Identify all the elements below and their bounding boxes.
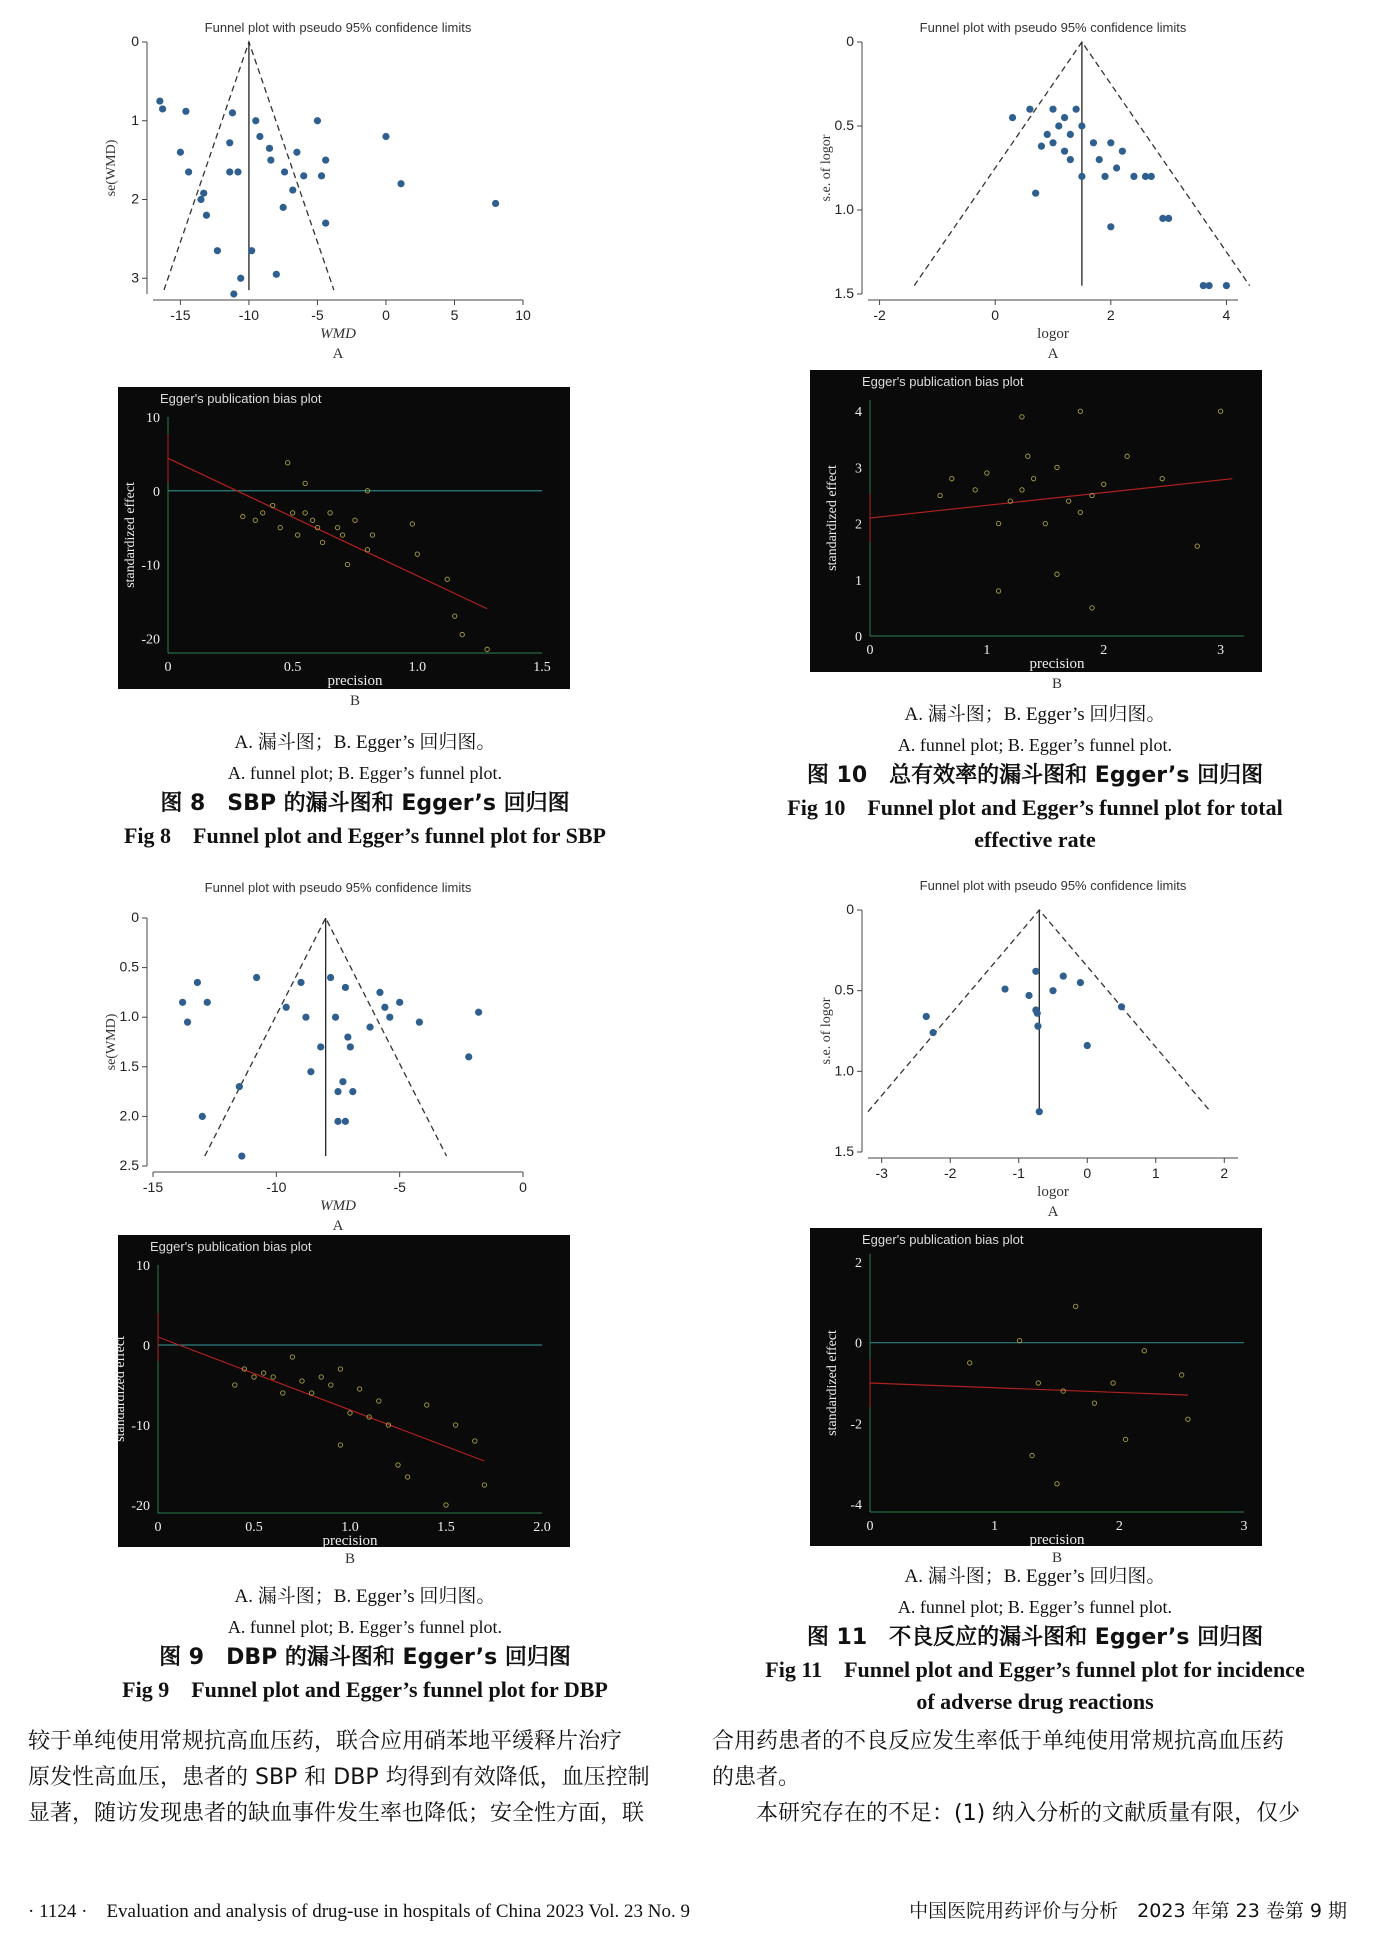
study-point — [1025, 992, 1032, 999]
fig8-caption — [40, 728, 690, 852]
study-point — [334, 1118, 341, 1125]
x-tick-label: 1.0 — [341, 1520, 359, 1535]
study-point — [1032, 968, 1039, 975]
fig11-caption — [710, 1562, 1360, 1718]
fig11-egger-plot — [810, 1228, 1262, 1566]
study-point — [318, 172, 325, 179]
x-tick-label: 0.5 — [283, 660, 302, 675]
fig10-title-en: Fig 10 Funnel plot and Egger’s funnel plot for total — [787, 795, 1283, 820]
panel-letter: A — [332, 346, 344, 362]
study-point — [177, 149, 184, 156]
x-axis-label: precision — [1029, 656, 1085, 672]
x-tick-label: 2 — [1106, 307, 1115, 323]
study-point — [1067, 156, 1074, 163]
fig11-sub-en: A. funnel plot; B. Egger’s funnel plot. — [897, 1597, 1173, 1617]
funnel-title: Funnel plot with pseudo 95% confidence limits — [919, 20, 1187, 35]
study-point — [226, 139, 233, 146]
study-point — [1055, 122, 1062, 129]
body-text-right — [712, 1724, 1362, 1832]
y-tick-label: 0 — [131, 909, 139, 925]
fig11-title-en-2: of adverse drug reactions — [916, 1689, 1154, 1714]
study-point — [1090, 139, 1097, 146]
study-point — [1101, 173, 1108, 180]
x-tick-label: -5 — [393, 1179, 406, 1195]
y-tick-label: 0 — [855, 630, 862, 645]
study-point — [1067, 131, 1074, 138]
fig10-egger-plot — [810, 370, 1262, 692]
x-tick-label: 3 — [1240, 1519, 1248, 1534]
study-point — [266, 145, 273, 152]
fig9-sub-en: A. funnel plot; B. Egger’s funnel plot. — [227, 1617, 503, 1637]
fig10-funnel-plot — [800, 10, 1280, 365]
egger-background — [810, 1228, 1262, 1546]
x-axis-label: precision — [322, 1533, 378, 1549]
x-axis-label: logor — [1037, 326, 1069, 342]
x-tick-label: 1 — [983, 643, 991, 658]
panel-letter: B — [349, 693, 361, 709]
x-tick-label: 0 — [991, 307, 1000, 323]
x-tick-label: 1 — [1151, 1165, 1160, 1181]
x-tick-label: 2 — [1220, 1165, 1229, 1181]
egger-title: Egger's publication bias plot — [862, 374, 1024, 389]
study-point — [283, 1004, 290, 1011]
y-tick-label: 0 — [846, 901, 854, 917]
body-line: 本研究存在的不足：(1) 纳入分析的文献质量有限，仅少 — [712, 1801, 1301, 1826]
study-point — [344, 1033, 351, 1040]
study-point — [322, 157, 329, 164]
y-tick-label: 1.0 — [119, 1008, 139, 1025]
study-point — [1036, 1108, 1043, 1115]
study-point — [253, 974, 260, 981]
fig8-egger-plot — [118, 387, 570, 709]
x-axis-label: precision — [1029, 1532, 1085, 1548]
x-tick-label: 2 — [1115, 1519, 1123, 1534]
study-point — [226, 168, 233, 175]
study-point — [342, 984, 349, 991]
y-tick-label: 10 — [146, 411, 160, 426]
egger-title: Egger's publication bias plot — [150, 1239, 312, 1254]
study-point — [280, 204, 287, 211]
study-point — [156, 97, 163, 104]
study-point — [416, 1019, 423, 1026]
fig11-title-en: Fig 11 Funnel plot and Egger’s funnel plot for incidence — [765, 1657, 1305, 1682]
footer-right: 中国医院用药评价与分析 2023 年第 23 卷第 9 期 — [909, 1900, 1347, 1922]
x-tick-label: 3 — [1217, 643, 1225, 658]
study-point — [1032, 190, 1039, 197]
study-point — [248, 247, 255, 254]
study-point — [302, 1014, 309, 1021]
x-tick-label: 1 — [991, 1519, 999, 1534]
fig10-caption — [710, 700, 1360, 856]
body-line: 较于单纯使用常规抗高血压药，联合应用硝苯地平缓释片治疗 — [28, 1729, 623, 1754]
y-tick-label: 2 — [131, 190, 139, 207]
fig8-title-cn: 图 8 SBP 的漏斗图和 Egger’s 回归图 — [160, 791, 570, 816]
study-point — [1223, 282, 1230, 289]
fig10-sub-en: A. funnel plot; B. Egger’s funnel plot. — [897, 735, 1173, 755]
study-point — [179, 999, 186, 1006]
study-point — [1078, 173, 1085, 180]
x-tick-label: 1.0 — [408, 660, 427, 675]
x-tick-label: -5 — [311, 307, 324, 323]
egger-title: Egger's publication bias plot — [160, 391, 322, 406]
study-point — [322, 220, 329, 227]
x-tick-label: -15 — [170, 307, 191, 323]
y-tick-label: 1.0 — [834, 201, 854, 217]
study-point — [185, 168, 192, 175]
egger-background — [810, 370, 1262, 672]
fig11-egger-svg — [810, 1228, 1262, 1566]
x-axis-label: WMD — [320, 326, 356, 342]
study-point — [182, 108, 189, 115]
body-text-left — [28, 1724, 678, 1832]
y-tick-label: 0.5 — [834, 117, 854, 133]
study-point — [1119, 148, 1126, 155]
study-point — [342, 1118, 349, 1125]
y-axis-label: standardized effect — [825, 1330, 840, 1436]
study-point — [1061, 148, 1068, 155]
study-point — [1148, 173, 1155, 180]
y-axis-label: s.e. of logor — [819, 134, 834, 202]
x-tick-label: 10 — [515, 307, 531, 323]
study-point — [334, 1088, 341, 1095]
panel-letter: A — [1047, 346, 1059, 362]
study-point — [1026, 106, 1033, 113]
x-tick-label: 0.5 — [245, 1520, 263, 1535]
x-tick-label: 2.0 — [533, 1520, 551, 1535]
study-point — [1078, 122, 1085, 129]
study-point — [1034, 1010, 1041, 1017]
x-tick-label: -3 — [875, 1165, 888, 1181]
fig8-title-en: Fig 8 Funnel plot and Egger’s funnel plot for SBP — [123, 823, 606, 848]
x-tick-label: -10 — [238, 307, 260, 323]
y-tick-label: 0 — [846, 33, 854, 49]
y-tick-label: 3 — [855, 461, 862, 477]
fig10-funnel-svg — [800, 10, 1280, 365]
fig9-egger-plot — [113, 1235, 570, 1567]
study-point — [382, 133, 389, 140]
study-point — [1073, 106, 1080, 113]
fig11-funnel-plot — [800, 868, 1280, 1220]
study-point — [1034, 1023, 1041, 1030]
x-tick-label: 4 — [1222, 307, 1231, 323]
study-point — [1096, 156, 1103, 163]
study-point — [1113, 164, 1120, 171]
study-point — [327, 974, 334, 981]
y-axis-label: standardized effect — [825, 465, 840, 571]
study-point — [1118, 1003, 1125, 1010]
fig8-funnel-svg — [95, 10, 575, 360]
study-point — [1038, 143, 1045, 150]
study-point — [300, 172, 307, 179]
fig9-funnel-svg — [95, 870, 575, 1234]
study-point — [1060, 973, 1067, 980]
funnel-title: Funnel plot with pseudo 95% confidence limits — [919, 878, 1187, 893]
study-point — [332, 1014, 339, 1021]
egger-title: Egger's publication bias plot — [862, 1232, 1024, 1247]
study-point — [1001, 985, 1008, 992]
y-tick-label: 10 — [136, 1259, 150, 1274]
study-point — [349, 1088, 356, 1095]
study-point — [200, 190, 207, 197]
y-axis-label: standardized effect — [123, 482, 138, 588]
y-tick-label: 4 — [855, 405, 862, 421]
study-point — [229, 109, 236, 116]
egger-background — [118, 387, 570, 689]
fig10-sub-cn: A. 漏斗图；B. Egger’s 回归图。 — [904, 704, 1166, 725]
body-line: 的患者。 — [712, 1765, 801, 1790]
study-point — [293, 149, 300, 156]
panel-letter: A — [1047, 1204, 1059, 1220]
y-tick-label: -20 — [131, 1499, 150, 1514]
x-tick-label: 0 — [382, 307, 390, 323]
fig11-funnel-svg — [800, 868, 1280, 1220]
y-axis-label: standardized effect — [113, 1336, 128, 1442]
y-tick-label: -10 — [141, 558, 160, 574]
y-tick-label: 1 — [855, 573, 862, 589]
fig9-egger-svg — [113, 1235, 570, 1567]
footer-left: · 1124 · Evaluation and analysis of drug-use in hospitals of China 2023 Vol. 23 No. 9 — [28, 1901, 690, 1922]
y-tick-label: 0 — [855, 1336, 862, 1352]
study-point — [347, 1043, 354, 1050]
y-axis-label: se(WMD) — [104, 139, 119, 197]
study-point — [475, 1009, 482, 1016]
y-tick-label: -20 — [141, 632, 160, 648]
x-tick-label: 2 — [1100, 643, 1108, 658]
x-tick-label: 0 — [164, 660, 172, 675]
study-point — [203, 212, 210, 219]
study-point — [267, 157, 274, 164]
study-point — [1107, 223, 1114, 230]
x-tick-label: 5 — [450, 307, 459, 323]
panel-letter: B — [344, 1551, 356, 1567]
study-point — [273, 271, 280, 278]
funnel-title: Funnel plot with pseudo 95% confidence limits — [204, 20, 472, 35]
study-point — [297, 979, 304, 986]
study-point — [281, 168, 288, 175]
fig9-sub-cn: A. 漏斗图；B. Egger’s 回归图。 — [234, 1586, 496, 1607]
egger-background — [118, 1235, 570, 1547]
body-line: 原发性高血压，患者的 SBP 和 DBP 均得到有效降低，血压控制 — [28, 1765, 650, 1790]
study-point — [1084, 1042, 1091, 1049]
y-tick-label: 0 — [153, 484, 160, 500]
study-point — [238, 1152, 245, 1159]
y-tick-label: 0.5 — [119, 958, 139, 975]
study-point — [1049, 106, 1056, 113]
study-point — [1049, 139, 1056, 146]
x-tick-label: 0 — [1083, 1165, 1092, 1181]
x-tick-label: -2 — [873, 307, 886, 323]
study-point — [386, 1014, 393, 1021]
fig9-title-en: Fig 9 Funnel plot and Egger’s funnel plot for DBP — [122, 1677, 608, 1702]
y-axis-label: s.e. of logor — [819, 997, 834, 1065]
y-tick-label: 1.5 — [834, 1143, 854, 1159]
fig9-title-cn: 图 9 DBP 的漏斗图和 Egger’s 回归图 — [159, 1645, 571, 1670]
study-point — [376, 989, 383, 996]
fig10-title-en-2: effective rate — [974, 827, 1096, 852]
panel-letter: B — [1051, 676, 1063, 692]
study-point — [214, 247, 221, 254]
fig11-title-cn: 图 11 不良反应的漏斗图和 Egger’s 回归图 — [806, 1625, 1264, 1650]
fig8-sub-en: A. funnel plot; B. Egger’s funnel plot. — [227, 763, 503, 783]
x-tick-label: 0 — [154, 1520, 162, 1535]
y-tick-label: 1.5 — [834, 285, 854, 301]
study-point — [199, 1113, 206, 1120]
x-tick-label: 1.5 — [533, 660, 551, 675]
x-axis-label: logor — [1037, 1184, 1069, 1200]
study-point — [307, 1068, 314, 1075]
x-tick-label: -2 — [943, 1165, 957, 1181]
fig9-funnel-plot — [95, 870, 575, 1234]
study-point — [1049, 987, 1056, 994]
study-point — [197, 196, 204, 203]
x-tick-label: 0 — [866, 643, 874, 658]
y-tick-label: 3 — [131, 269, 139, 286]
study-point — [230, 290, 237, 297]
study-point — [194, 979, 201, 986]
study-point — [1165, 215, 1172, 222]
study-point — [1107, 139, 1114, 146]
study-point — [1077, 979, 1084, 986]
study-point — [159, 105, 166, 112]
y-axis-label: se(WMD) — [104, 1013, 119, 1071]
study-point — [236, 1083, 243, 1090]
fig10-title-cn: 图 10 总有效率的漏斗图和 Egger’s 回归图 — [806, 763, 1264, 788]
fig11-sub-cn: A. 漏斗图；B. Egger’s 回归图。 — [904, 1566, 1166, 1587]
funnel-title: Funnel plot with pseudo 95% confidence limits — [204, 880, 472, 895]
y-tick-label: 1 — [131, 111, 139, 128]
body-line: 显著，随访发现患者的缺血事件发生率也降低；安全性方面，联 — [28, 1801, 645, 1826]
fig8-egger-svg — [118, 387, 570, 709]
x-tick-label: 0 — [519, 1179, 527, 1195]
panel-letter: A — [332, 1218, 344, 1234]
study-point — [237, 275, 244, 282]
study-point — [1009, 114, 1016, 121]
body-line: 合用药患者的不良反应发生率低于单纯使用常规抗高血压药 — [712, 1729, 1285, 1754]
study-point — [923, 1013, 930, 1020]
y-tick-label: 0 — [143, 1339, 150, 1354]
y-tick-label: 2 — [855, 517, 862, 533]
study-point — [317, 1043, 324, 1050]
study-point — [1205, 282, 1212, 289]
study-point — [397, 180, 404, 187]
y-tick-label: -10 — [131, 1419, 150, 1434]
y-tick-label: 0 — [131, 33, 139, 49]
y-tick-label: 2.5 — [119, 1157, 139, 1173]
study-point — [256, 133, 263, 140]
study-point — [234, 168, 241, 175]
x-tick-label: -10 — [266, 1179, 287, 1195]
y-tick-label: 2 — [855, 1256, 862, 1272]
study-point — [289, 186, 296, 193]
study-point — [366, 1024, 373, 1031]
study-point — [252, 117, 259, 124]
panel-letter: B — [1051, 1550, 1063, 1566]
x-tick-label: 0 — [866, 1519, 874, 1534]
study-point — [1130, 173, 1137, 180]
x-tick-label: 1.5 — [437, 1520, 455, 1535]
study-point — [184, 1019, 191, 1026]
study-point — [1061, 114, 1068, 121]
study-point — [339, 1078, 346, 1085]
y-tick-label: 1.0 — [834, 1062, 854, 1079]
study-point — [204, 999, 211, 1006]
study-point — [314, 117, 321, 124]
study-point — [929, 1029, 936, 1036]
fig10-egger-svg — [810, 370, 1262, 692]
study-point — [381, 1004, 388, 1011]
y-tick-label: 2.0 — [119, 1107, 139, 1124]
study-point — [1044, 131, 1051, 138]
study-point — [465, 1053, 472, 1060]
x-axis-label: WMD — [320, 1198, 356, 1214]
y-tick-label: -4 — [850, 1497, 862, 1513]
x-tick-label: -1 — [1012, 1165, 1025, 1181]
fig8-funnel-plot — [95, 10, 575, 360]
y-tick-label: -2 — [850, 1417, 862, 1433]
x-tick-label: -15 — [142, 1179, 164, 1195]
study-point — [492, 200, 499, 207]
y-tick-label: 1.5 — [119, 1057, 139, 1074]
fig8-sub-cn: A. 漏斗图；B. Egger’s 回归图。 — [234, 732, 496, 753]
fig9-caption — [40, 1582, 690, 1706]
study-point — [396, 999, 403, 1006]
y-tick-label: 0.5 — [834, 981, 854, 998]
x-axis-label: precision — [327, 673, 383, 689]
